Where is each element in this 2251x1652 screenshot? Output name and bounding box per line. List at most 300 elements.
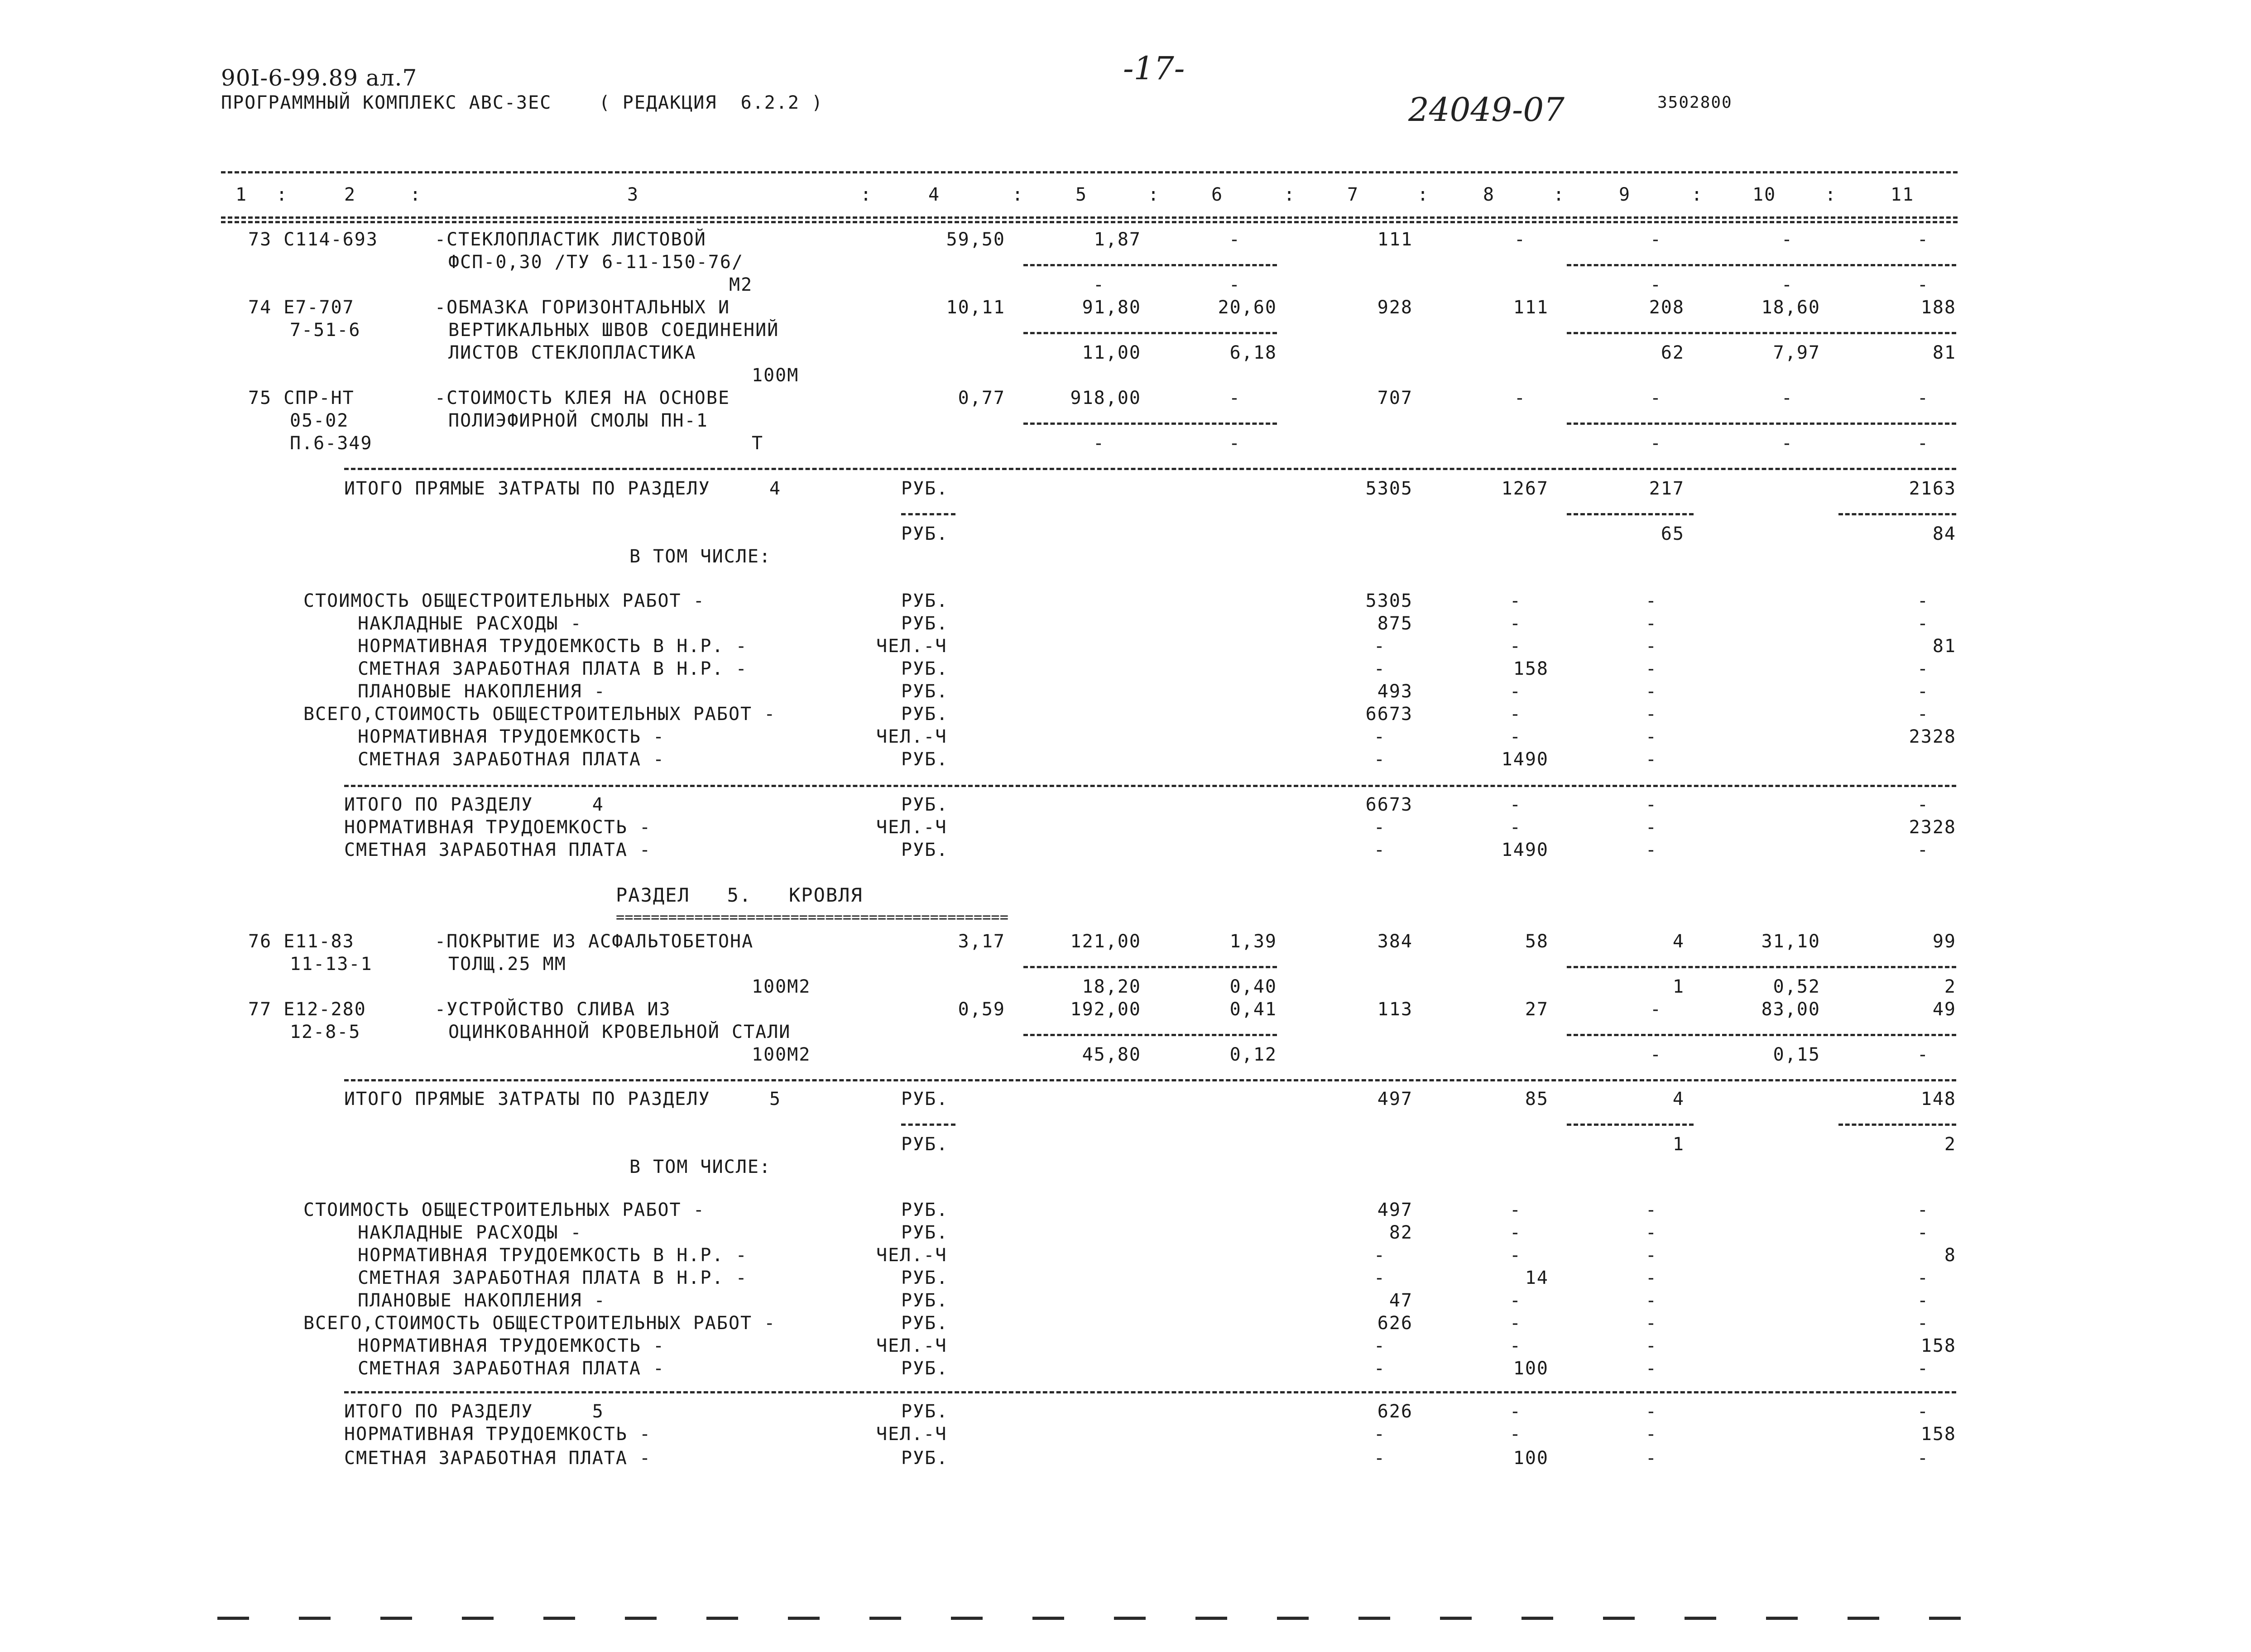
cell: 0,77 — [958, 388, 1005, 408]
cell: - — [1645, 1245, 1657, 1266]
cell: 85 — [1525, 1089, 1549, 1109]
cell: - — [1229, 229, 1241, 250]
cell: 18,60 — [1761, 297, 1820, 318]
dash-mark — [1032, 1617, 1064, 1620]
cell: - — [1093, 433, 1105, 454]
row-code: 7-51-6 — [290, 320, 361, 341]
cell-rule — [1567, 264, 1956, 266]
cell: - — [1917, 840, 1929, 860]
cell: 31,10 — [1761, 931, 1820, 952]
cell: 2328 — [1909, 817, 1956, 838]
cell-rule — [1838, 1124, 1956, 1126]
page-number: -17- — [1123, 50, 1185, 87]
total-label: СМЕТНАЯ ЗАРАБОТНАЯ ПЛАТА - — [344, 840, 652, 860]
row-code: П.6-349 — [290, 433, 373, 454]
cell: 1490 — [1501, 749, 1549, 770]
cell: 928 — [1377, 297, 1413, 318]
col-9: 9 — [1619, 184, 1631, 205]
cell: - — [1781, 433, 1793, 454]
handwritten-code: 24049-07 — [1408, 91, 1565, 129]
cell: 100 — [1513, 1448, 1549, 1469]
cell: 1,87 — [1094, 229, 1141, 250]
summary-unit: ЧЕЛ.-Ч — [876, 1335, 947, 1356]
summary-label: СТОИМОСТЬ ОБЩЕСТРОИТЕЛЬНЫХ РАБОТ - — [303, 591, 705, 611]
cell: - — [1645, 726, 1657, 747]
summary-unit: ЧЕЛ.-Ч — [876, 817, 947, 838]
cell: 2328 — [1909, 726, 1956, 747]
cell: 100 — [1513, 1358, 1549, 1379]
dash-mark — [1114, 1617, 1146, 1620]
col-sep: : — [1284, 184, 1296, 205]
dash-mark — [625, 1617, 657, 1620]
unit-rule — [901, 1124, 955, 1126]
row-unit: 100М2 — [752, 976, 811, 997]
cell: - — [1917, 681, 1929, 702]
dash-mark — [869, 1617, 901, 1620]
summary-unit: РУБ. — [901, 658, 949, 679]
cell: 626 — [1377, 1313, 1413, 1334]
cell: 626 — [1377, 1401, 1413, 1422]
cell: 82 — [1389, 1222, 1413, 1243]
cell: 0,15 — [1773, 1044, 1820, 1065]
cell: 493 — [1377, 681, 1413, 702]
summary-label: СМЕТНАЯ ЗАРАБОТНАЯ ПЛАТА - — [358, 749, 665, 770]
row-code: 73 С114-693 — [248, 229, 378, 250]
cell: - — [1509, 794, 1521, 815]
cell: 111 — [1377, 229, 1413, 250]
cell: 217 — [1649, 478, 1685, 499]
cell: 384 — [1377, 931, 1413, 952]
cell: 10,11 — [946, 297, 1005, 318]
row-desc: -ПОКРЫТИЕ ИЗ АСФАЛЬТОБЕТОНА — [435, 931, 754, 952]
cell: 59,50 — [946, 229, 1005, 250]
cell: 84 — [1932, 523, 1956, 544]
in-which-label: В ТОМ ЧИСЛЕ: — [629, 546, 771, 567]
summary-unit: РУБ. — [901, 613, 949, 634]
cell: - — [1917, 274, 1929, 295]
row-code: 74 Е7-707 — [248, 297, 355, 318]
cell: - — [1373, 636, 1386, 657]
cell: - — [1917, 1358, 1929, 1379]
summary-label: НАКЛАДНЫЕ РАСХОДЫ - — [358, 613, 582, 634]
cell: - — [1645, 613, 1657, 634]
cell: - — [1917, 388, 1929, 408]
cell: 1267 — [1501, 478, 1549, 499]
cell: 58 — [1525, 931, 1549, 952]
summary-unit: РУБ. — [901, 1268, 949, 1288]
col-8: 8 — [1483, 184, 1495, 205]
in-which-label: В ТОМ ЧИСЛЕ: — [629, 1157, 771, 1177]
col-3: 3 — [627, 184, 639, 205]
cell: 1490 — [1501, 840, 1549, 860]
summary-unit: РУБ. — [901, 704, 949, 725]
col-10: 10 — [1752, 184, 1776, 205]
cell: - — [1781, 229, 1793, 250]
summary-unit: ЧЕЛ.-Ч — [876, 636, 947, 657]
section-5-title: РАЗДЕЛ 5. КРОВЛЯ — [616, 884, 863, 906]
program-title: ПРОГРАММНЫЙ КОМПЛЕКС АВС-ЗЕС ( РЕДАКЦИЯ 6.2.2 ) — [221, 92, 824, 113]
summary-label: НОРМАТИВНАЯ ТРУДОЕМКОСТЬ В Н.Р. - — [358, 636, 748, 657]
cell: - — [1917, 1448, 1929, 1469]
cell: 47 — [1389, 1290, 1413, 1311]
cell: 7,97 — [1773, 342, 1820, 363]
row-code: 12-8-5 — [290, 1022, 361, 1042]
cell: 45,80 — [1082, 1044, 1141, 1065]
cell: - — [1373, 658, 1386, 679]
cell: - — [1509, 704, 1521, 725]
row-desc: ЛИСТОВ СТЕКЛОПЛАСТИКА — [448, 342, 696, 363]
table-top-rule — [221, 171, 1958, 173]
cell: - — [1645, 1424, 1657, 1445]
cell: - — [1781, 388, 1793, 408]
row-desc: ТОЛЩ.25 ММ — [448, 954, 566, 975]
cell: 5305 — [1365, 591, 1413, 611]
dash-mark — [1766, 1617, 1798, 1620]
cell: - — [1645, 1358, 1657, 1379]
cell: - — [1645, 681, 1657, 702]
cell: - — [1509, 1424, 1521, 1445]
cell: - — [1645, 1448, 1657, 1469]
cell: - — [1229, 274, 1241, 295]
cell: - — [1917, 1401, 1929, 1422]
cell: - — [1514, 388, 1526, 408]
summary-unit: РУБ. — [901, 591, 949, 611]
cell: 0,12 — [1229, 1044, 1277, 1065]
row-code: 76 Е11-83 — [248, 931, 355, 952]
cell: - — [1373, 817, 1386, 838]
cell: - — [1645, 591, 1657, 611]
dash-mark — [1440, 1617, 1472, 1620]
cell: - — [1373, 726, 1386, 747]
cell: 81 — [1932, 342, 1956, 363]
col-sep: : — [1825, 184, 1837, 205]
cell: - — [1917, 1268, 1929, 1288]
row-unit: 100М2 — [752, 1044, 811, 1065]
col-2: 2 — [344, 184, 356, 205]
col-sep: : — [1691, 184, 1704, 205]
cell: 497 — [1377, 1089, 1413, 1109]
cell: 18,20 — [1082, 976, 1141, 997]
summary-unit: РУБ. — [901, 1134, 949, 1155]
dash-mark — [462, 1617, 494, 1620]
row-code: 77 Е12-280 — [248, 999, 366, 1020]
row-desc: -СТЕКЛОПЛАСТИК ЛИСТОВОЙ — [435, 229, 706, 250]
section-rule — [344, 468, 1956, 470]
section-rule — [344, 1391, 1956, 1393]
dash-mark — [380, 1617, 412, 1620]
row-unit: Т — [752, 433, 764, 454]
cell: 148 — [1920, 1089, 1956, 1109]
cell: 27 — [1525, 999, 1549, 1020]
total-label: СМЕТНАЯ ЗАРАБОТНАЯ ПЛАТА - — [344, 1448, 652, 1469]
summary-label: НОРМАТИВНАЯ ТРУДОЕМКОСТЬ В Н.Р. - — [358, 1245, 748, 1266]
summary-unit: РУБ. — [901, 523, 949, 544]
cell: 0,52 — [1773, 976, 1820, 997]
summary-unit: РУБ. — [901, 1222, 949, 1243]
cell-rule — [1838, 513, 1956, 515]
cell: - — [1917, 658, 1929, 679]
cell-rule — [1023, 332, 1277, 334]
summary-label: НАКЛАДНЫЕ РАСХОДЫ - — [358, 1222, 582, 1243]
col-6: 6 — [1211, 184, 1224, 205]
row-desc: ВЕРТИКАЛЬНЫХ ШВОВ СОЕДИНЕНИЙ — [448, 320, 779, 341]
row-unit: М2 — [729, 274, 753, 295]
cell: - — [1650, 433, 1662, 454]
dash-mark — [1195, 1617, 1227, 1620]
cell-rule — [1023, 966, 1277, 968]
cell: - — [1645, 749, 1657, 770]
row-desc: -ОБМАЗКА ГОРИЗОНТАЛЬНЫХ И — [435, 297, 730, 318]
row-code: 75 СПР-НТ — [248, 388, 355, 408]
cell: - — [1509, 1290, 1521, 1311]
total-label: ИТОГО ПО РАЗДЕЛУ 4 — [344, 794, 604, 815]
cell: 6673 — [1365, 704, 1413, 725]
dash-mark — [788, 1617, 820, 1620]
dash-mark — [1848, 1617, 1879, 1620]
cell: 99 — [1932, 931, 1956, 952]
cell: 49 — [1932, 999, 1956, 1020]
header-bottom-rule — [221, 216, 1958, 219]
cell: - — [1645, 1268, 1657, 1288]
cell: 113 — [1377, 999, 1413, 1020]
row-desc: -УСТРОЙСТВО СЛИВА ИЗ — [435, 999, 671, 1020]
cell: - — [1645, 658, 1657, 679]
cell: 1 — [1672, 976, 1685, 997]
cell: - — [1917, 229, 1929, 250]
doc-code: 90I-6-99.89 ал.7 — [221, 65, 418, 91]
cell: - — [1917, 1313, 1929, 1334]
cell: - — [1229, 388, 1241, 408]
summary-unit: РУБ. — [901, 681, 949, 702]
cell: 497 — [1377, 1200, 1413, 1220]
dash-mark — [1277, 1617, 1309, 1620]
summary-label: СМЕТНАЯ ЗАРАБОТНАЯ ПЛАТА - — [358, 1358, 665, 1379]
cell: 0,41 — [1229, 999, 1277, 1020]
summary-unit: РУБ. — [901, 1358, 949, 1379]
cell: - — [1645, 840, 1657, 860]
cell: - — [1781, 274, 1793, 295]
section-5-underline: ============================================= — [616, 908, 1008, 926]
cell: - — [1229, 433, 1241, 454]
cell-rule — [1567, 1124, 1694, 1126]
row-desc: ФСП-0,30 /ТУ 6-11-150-76/ — [448, 252, 744, 273]
cell: - — [1645, 794, 1657, 815]
summary-label: НОРМАТИВНАЯ ТРУДОЕМКОСТЬ - — [358, 1335, 665, 1356]
dash-mark — [1521, 1617, 1553, 1620]
cell: 2 — [1944, 1134, 1956, 1155]
cell: 192,00 — [1070, 999, 1141, 1020]
cell: - — [1917, 591, 1929, 611]
cell: - — [1917, 1222, 1929, 1243]
cell: - — [1509, 1401, 1521, 1422]
dash-mark — [706, 1617, 738, 1620]
cell: - — [1917, 1200, 1929, 1220]
summary-label: ПЛАНОВЫЕ НАКОПЛЕНИЯ - — [358, 1290, 606, 1311]
cell: 6,18 — [1229, 342, 1277, 363]
cell: - — [1509, 1313, 1521, 1334]
summary-label: ВСЕГО,СТОИМОСТЬ ОБЩЕСТРОИТЕЛЬНЫХ РАБОТ - — [303, 1313, 776, 1334]
summary-unit: РУБ. — [901, 1290, 949, 1311]
cell: 121,00 — [1070, 931, 1141, 952]
cell: - — [1650, 999, 1662, 1020]
cell: 158 — [1920, 1424, 1956, 1445]
summary-unit: РУБ. — [901, 840, 949, 860]
cell: - — [1373, 1424, 1386, 1445]
cell: - — [1509, 591, 1521, 611]
cell-rule — [1567, 1034, 1956, 1036]
col-7: 7 — [1347, 184, 1359, 205]
cell: - — [1645, 636, 1657, 657]
stamp-code: 3502800 — [1657, 93, 1733, 112]
total-label: НОРМАТИВНАЯ ТРУДОЕМКОСТЬ - — [344, 1424, 652, 1445]
dash-mark — [1685, 1617, 1716, 1620]
cell: - — [1917, 613, 1929, 634]
cell: 81 — [1932, 636, 1956, 657]
cell: 875 — [1377, 613, 1413, 634]
cell: - — [1917, 433, 1929, 454]
summary-unit: ЧЕЛ.-Ч — [876, 1424, 947, 1445]
col-11: 11 — [1891, 184, 1915, 205]
cell: - — [1650, 388, 1662, 408]
cell: 707 — [1377, 388, 1413, 408]
cell: - — [1645, 1401, 1657, 1422]
cell: 14 — [1525, 1268, 1549, 1288]
cell: - — [1917, 1290, 1929, 1311]
cell: 208 — [1649, 297, 1685, 318]
cell: 1 — [1672, 1134, 1685, 1155]
cell: - — [1645, 1290, 1657, 1311]
row-desc: ПОЛИЭФИРНОЙ СМОЛЫ ПН-1 — [448, 410, 708, 431]
summary-unit: РУБ. — [901, 1313, 949, 1334]
summary-unit: РУБ. — [901, 749, 949, 770]
cell: 3,17 — [958, 931, 1005, 952]
cell: - — [1645, 1313, 1657, 1334]
dash-mark — [1603, 1617, 1635, 1620]
total-label: НОРМАТИВНАЯ ТРУДОЕМКОСТЬ - — [344, 817, 652, 838]
summary-unit: РУБ. — [901, 794, 949, 815]
cell: - — [1509, 681, 1521, 702]
cell: - — [1373, 1358, 1386, 1379]
summary-label: СМЕТНАЯ ЗАРАБОТНАЯ ПЛАТА В Н.Р. - — [358, 1268, 748, 1288]
cell: 62 — [1661, 342, 1685, 363]
summary-unit: РУБ. — [901, 1089, 949, 1109]
dash-mark — [1358, 1617, 1390, 1620]
col-sep: : — [1553, 184, 1565, 205]
cell: 0,59 — [958, 999, 1005, 1020]
col-sep: : — [860, 184, 873, 205]
summary-label: СМЕТНАЯ ЗАРАБОТНАЯ ПЛАТА В Н.Р. - — [358, 658, 748, 679]
cell: - — [1917, 794, 1929, 815]
col-1: 1 — [235, 184, 248, 205]
cell: 158 — [1920, 1335, 1956, 1356]
row-unit: 100М — [752, 365, 799, 386]
cell: - — [1373, 1448, 1386, 1469]
summary-unit: РУБ. — [901, 1448, 949, 1469]
col-5: 5 — [1075, 184, 1088, 205]
cell: 2 — [1944, 976, 1956, 997]
section-rule — [344, 785, 1956, 787]
col-sep: : — [1012, 184, 1024, 205]
col-4: 4 — [928, 184, 941, 205]
dash-mark — [1929, 1617, 1961, 1620]
summary-unit: РУБ. — [901, 478, 949, 499]
cell: - — [1509, 636, 1521, 657]
cell: - — [1509, 1245, 1521, 1266]
summary-label: ВСЕГО,СТОИМОСТЬ ОБЩЕСТРОИТЕЛЬНЫХ РАБОТ - — [303, 704, 776, 725]
col-sep: : — [410, 184, 422, 205]
col-sep: : — [1417, 184, 1430, 205]
cell: - — [1645, 1335, 1657, 1356]
cell-rule — [1567, 513, 1694, 515]
cell: - — [1509, 613, 1521, 634]
dash-mark — [217, 1617, 249, 1620]
cell: 0,40 — [1229, 976, 1277, 997]
cell: - — [1650, 1044, 1662, 1065]
cell-rule — [1023, 1034, 1277, 1036]
cell: - — [1373, 1268, 1386, 1288]
summary-label: ПЛАНОВЫЕ НАКОПЛЕНИЯ - — [358, 681, 606, 702]
cell: - — [1509, 1222, 1521, 1243]
cell: 5305 — [1365, 478, 1413, 499]
summary-label: ИТОГО ПРЯМЫЕ ЗАТРАТЫ ПО РАЗДЕЛУ 5 — [344, 1089, 782, 1109]
cell: - — [1645, 1222, 1657, 1243]
cell: 188 — [1920, 297, 1956, 318]
cell: - — [1650, 229, 1662, 250]
cell: - — [1373, 840, 1386, 860]
summary-unit: ЧЕЛ.-Ч — [876, 1245, 947, 1266]
cell: 158 — [1513, 658, 1549, 679]
cell: - — [1509, 726, 1521, 747]
cell: - — [1917, 1044, 1929, 1065]
cell: - — [1509, 1335, 1521, 1356]
cell: - — [1645, 704, 1657, 725]
cell: 20,60 — [1218, 297, 1277, 318]
cell: 111 — [1513, 297, 1549, 318]
summary-unit: РУБ. — [901, 1200, 949, 1220]
summary-unit: РУБ. — [901, 1401, 949, 1422]
row-desc: -СТОИМОСТЬ КЛЕЯ НА ОСНОВЕ — [435, 388, 730, 408]
cell: - — [1917, 704, 1929, 725]
cell: - — [1645, 1200, 1657, 1220]
dash-mark — [951, 1617, 983, 1620]
cell: 83,00 — [1761, 999, 1820, 1020]
cell: 11,00 — [1082, 342, 1141, 363]
row-code: 11-13-1 — [290, 954, 373, 975]
total-label: ИТОГО ПО РАЗДЕЛУ 5 — [344, 1401, 604, 1422]
col-sep: : — [1148, 184, 1160, 205]
cell: - — [1093, 274, 1105, 295]
summary-label: СТОИМОСТЬ ОБЩЕСТРОИТЕЛЬНЫХ РАБОТ - — [303, 1200, 705, 1220]
cell-rule — [1567, 423, 1956, 425]
cell: 65 — [1661, 523, 1685, 544]
row-desc: ОЦИНКОВАННОЙ КРОВЕЛЬНОЙ СТАЛИ — [448, 1022, 791, 1042]
cell: 2163 — [1909, 478, 1956, 499]
cell: 8 — [1944, 1245, 1956, 1266]
cell: - — [1514, 229, 1526, 250]
dash-mark — [543, 1617, 575, 1620]
cell: - — [1645, 817, 1657, 838]
summary-unit: ЧЕЛ.-Ч — [876, 726, 947, 747]
cell-rule — [1023, 264, 1277, 266]
cell: - — [1373, 1245, 1386, 1266]
cell: 1,39 — [1229, 931, 1277, 952]
cell: - — [1373, 1335, 1386, 1356]
section-rule — [344, 1079, 1956, 1081]
cell: - — [1509, 817, 1521, 838]
cell: 4 — [1672, 1089, 1685, 1109]
cell: 91,80 — [1082, 297, 1141, 318]
cell: - — [1373, 749, 1386, 770]
